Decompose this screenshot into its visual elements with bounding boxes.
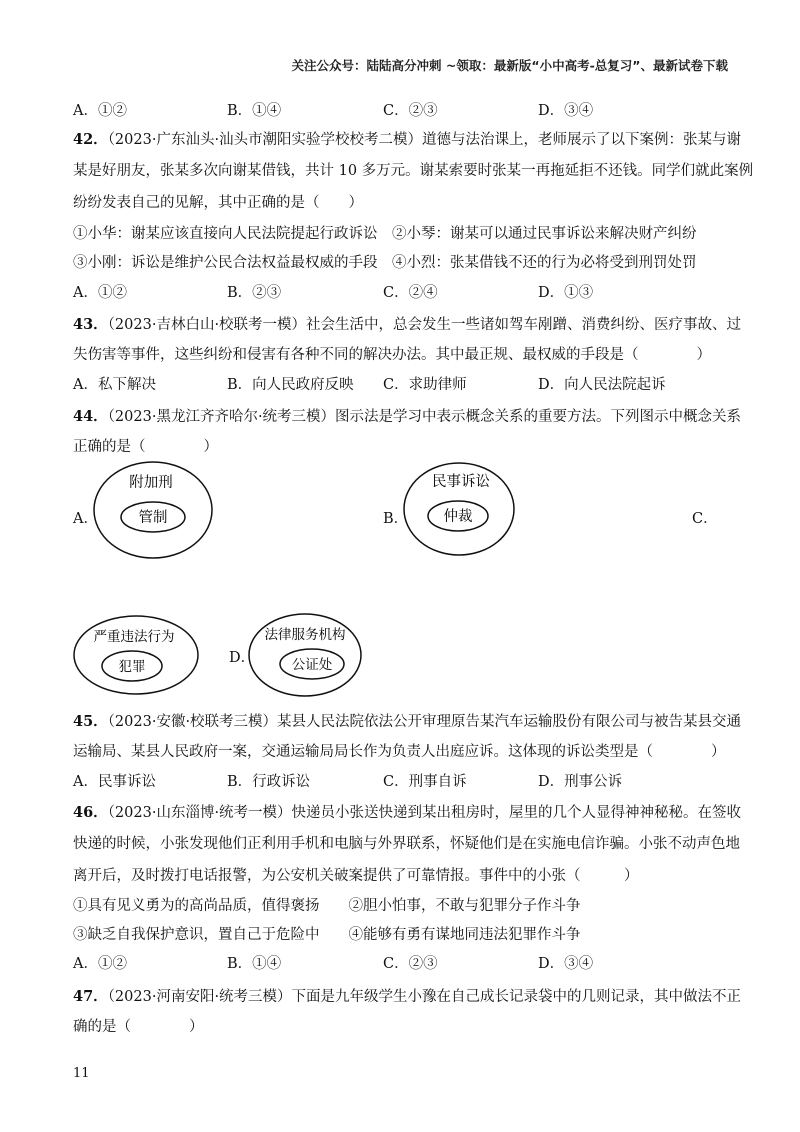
q46-option-c[interactable]: C．②③ [383,956,438,972]
q45-option-c[interactable]: C．刑事自诉 [383,774,467,790]
q44-c-inner-text: 犯罪 [118,659,146,675]
q42-option-d[interactable]: D．①③ [538,285,594,301]
q45-stem-2: 运输局、某县人民政府一案，交通运输局局长作为负责人出庭应诉。这体现的诉讼类型是（ ） [73,744,726,760]
q43-option-d[interactable]: D．向人民法院起诉 [538,377,666,393]
q46-stem-1: （2023·山东淄博·统考一模）快递员小张送快递到某出租房时，屋里的几个人显得神神秘秘。在签收 [107,805,742,821]
q43-line-1 [73,313,741,334]
q44-number: 44． [73,408,108,425]
q44-c-outer-text: 严重违法行为 [93,629,175,645]
q44-stem-1: （2023·黑龙江齐齐哈尔·统考三模）图示法是学习中表示概念关系的重要方法。下列图示中概念关系 [107,409,742,425]
q44-option-d-label[interactable]: D． [229,650,256,666]
q41-option-b[interactable]: B．①④ [227,103,282,119]
q44-a-outer-text: 附加刑 [129,475,173,491]
q46-number: 46． [73,804,108,821]
q41-options [73,99,728,119]
q44-option-b-label[interactable]: B． [383,511,409,527]
q46-line-1 [73,801,741,822]
q44-stem-2: 正确的是（ ） [73,439,218,455]
q41-option-c[interactable]: C．②③ [383,103,438,119]
q44-option-c-diagram[interactable] [72,614,200,696]
q46-stem-3: 离开后，及时拨打电话报警，为公安机关破案提供了可靠情报。事件中的小张（ ） [73,868,639,884]
page-header: 关注公众号：陆陆高分冲刺 ~领取：最新版“小中高考-总复习”、最新试卷下载 [291,58,728,73]
q45-line-1 [73,710,741,731]
q44-a-inner-text: 管制 [138,510,168,526]
q45-number: 45． [73,713,108,730]
q43-number: 43． [73,316,108,333]
q42-line-1 [73,128,741,149]
q42-stem-3: 纷纷发表自己的见解，其中正确的是（ ） [73,195,363,211]
q46-stem-2: 快递的时候，小张发现他们正利用手机和电脑与外界联系，怀疑他们是在实施电信诈骗。小张不动声色地 [73,836,740,852]
q43-option-b[interactable]: B．向人民政府反映 [227,377,354,393]
q44-option-a-label[interactable]: A． [73,511,98,527]
q47-stem-1: （2023·河南安阳·统考三模）下面是九年级学生小豫在自己成长记录袋中的几则记录，其中做法不正 [107,989,742,1005]
q45-stem-1: （2023·安徽·校联考三模）某县人民法院依法公开审理原告某汽车运输股份有限公司与被告某县交通 [107,714,742,730]
page-number: 11 [73,1066,90,1081]
q44-option-c-label[interactable]: C． [692,511,718,527]
q46-option-a[interactable]: A．①② [73,956,127,972]
q44-b-inner-text: 仲裁 [443,509,473,525]
q44-line-1 [73,405,741,426]
q42-option-a[interactable]: A．①② [73,285,127,301]
q42-statement-1-2: ①小华：谢某应该直接向人民法院提起行政诉讼 ②小琴：谢某可以通过民事诉讼来解决财产纠纷 [73,226,697,242]
q44-option-a-diagram[interactable] [92,460,214,560]
q44-option-b-diagram[interactable] [402,461,518,559]
q46-statement-1-2: ①具有见义勇为的高尚品质，值得褒扬 ②胆小怕事，不敢与犯罪分子作斗争 [73,898,581,914]
q45-option-a[interactable]: A．民事诉讼 [73,774,156,790]
q43-option-a[interactable]: A．私下解决 [73,377,156,393]
q47-stem-2: 确的是（ ） [73,1019,204,1035]
q45-options [73,770,728,790]
outer-ellipse [74,616,198,694]
q42-option-b[interactable]: B．②③ [227,285,282,301]
q46-option-b[interactable]: B．①④ [227,956,282,972]
q41-option-d[interactable]: D．③④ [538,103,594,119]
q42-options [73,281,728,301]
q46-statement-3-4: ③缺乏自我保护意识，置自己于危险中 ④能够有勇有谋地同违法犯罪作斗争 [73,927,581,943]
q43-options [73,373,728,393]
q45-option-d[interactable]: D．刑事公诉 [538,774,623,790]
q46-option-d[interactable]: D．③④ [538,956,594,972]
q43-stem-1: （2023·吉林白山·校联考一模）社会生活中，总会发生一些诸如驾车剐蹭、消费纠纷、医疗事故、过 [107,317,742,333]
q44-option-d-diagram[interactable] [247,612,363,698]
q42-stem-2: 某是好朋友，张某多次向谢某借钱，共计 10 多万元。谢某索要时张某一再拖延拒不还钱。同学们就此案例 [73,163,754,179]
q43-stem-2: 失伤害等事件，这些纠纷和侵害有各种不同的解决办法。其中最正规、最权威的手段是（ ） [73,347,711,363]
q44-b-outer-text: 民事诉讼 [432,474,490,490]
q43-option-c[interactable]: C．求助律师 [383,377,467,393]
q44-d-inner-text: 公证处 [291,657,333,673]
q42-option-c[interactable]: C．②④ [383,285,438,301]
q47-line-1 [73,985,741,1006]
q42-stem-1: （2023·广东汕头·汕头市潮阳实验学校校考二模）道德与法治课上，老师展示了以下案例：张某与谢 [107,132,742,148]
q41-option-a[interactable]: A．①② [73,103,127,119]
q44-d-outer-text: 法律服务机构 [264,627,346,643]
q45-option-b[interactable]: B．行政诉讼 [227,774,311,790]
q42-number: 42． [73,131,108,148]
q46-options [73,952,728,972]
q42-statement-3-4: ③小刚：诉讼是维护公民合法权益最权威的手段 ④小烈：张某借钱不还的行为必将受到刑罚处罚 [73,255,697,271]
q47-number: 47． [73,988,108,1005]
